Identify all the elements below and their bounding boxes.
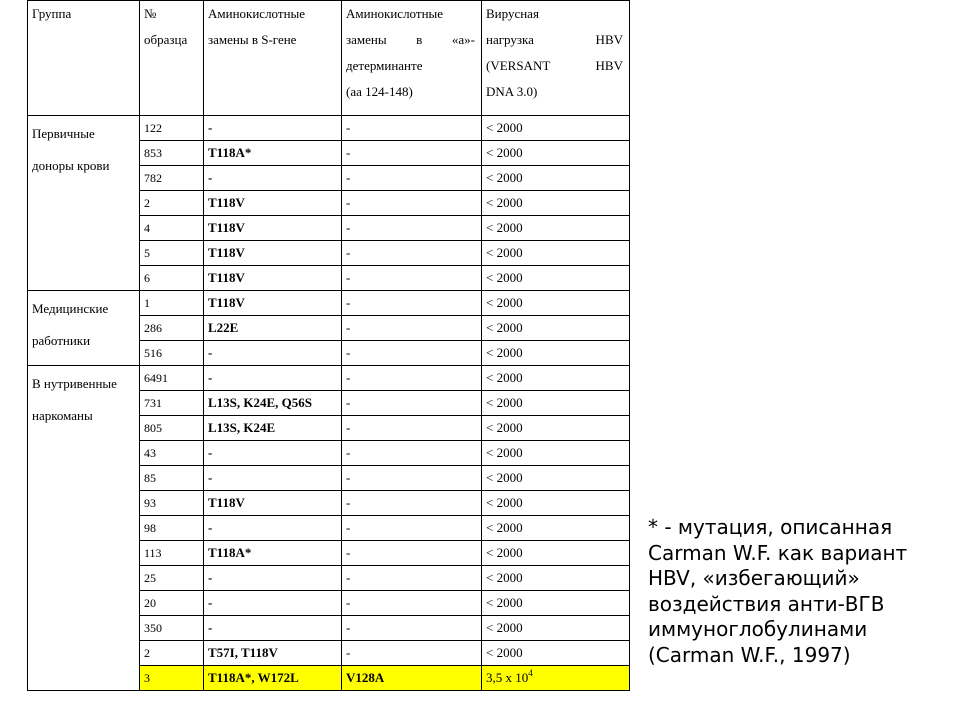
header-sample-line1: № bbox=[144, 6, 157, 21]
sample-cell: 2 bbox=[140, 191, 204, 216]
table-row bbox=[28, 116, 630, 141]
footnote-line1: * - мутация, описанная bbox=[648, 515, 893, 539]
a-det-cell: - bbox=[342, 266, 482, 291]
sample-cell: 2 bbox=[140, 641, 204, 666]
a-det-cell: - bbox=[342, 541, 482, 566]
s-gene-cell: - bbox=[204, 516, 342, 541]
group-label-line2: наркоманы bbox=[32, 408, 93, 423]
load-cell: < 2000 bbox=[482, 241, 630, 266]
s-gene-cell: - bbox=[204, 441, 342, 466]
a-det-cell: - bbox=[342, 641, 482, 666]
load-cell: < 2000 bbox=[482, 316, 630, 341]
sample-cell: 853 bbox=[140, 141, 204, 166]
sample-cell: 113 bbox=[140, 541, 204, 566]
a-det-cell: V128A bbox=[342, 666, 482, 691]
load-cell: < 2000 bbox=[482, 166, 630, 191]
header-viral-load bbox=[482, 1, 630, 116]
s-gene-cell: T118V bbox=[204, 216, 342, 241]
a-det-cell: - bbox=[342, 141, 482, 166]
table-header-row bbox=[28, 1, 630, 116]
s-gene-cell: T118V bbox=[204, 491, 342, 516]
footnote-line2: Carman W.F. как вариант bbox=[648, 540, 908, 565]
sample-cell: 25 bbox=[140, 566, 204, 591]
load-cell: < 2000 bbox=[482, 116, 630, 141]
a-det-cell: - bbox=[342, 366, 482, 391]
header-load-line4: DNA 3.0) bbox=[486, 84, 538, 99]
header-s-gene bbox=[204, 1, 342, 116]
load-cell: < 2000 bbox=[482, 541, 630, 566]
sample-cell: 85 bbox=[140, 466, 204, 491]
sample-cell: 350 bbox=[140, 616, 204, 641]
group-label-line1: Первичные bbox=[32, 126, 95, 141]
sample-cell: 3 bbox=[140, 666, 204, 691]
header-group-text: Группа bbox=[32, 6, 72, 21]
footnote-line4: воздействия анти-ВГВ bbox=[648, 591, 885, 616]
load-cell: < 2000 bbox=[482, 141, 630, 166]
group-cell-iv-drug-users bbox=[28, 366, 140, 691]
load-cell: < 2000 bbox=[482, 266, 630, 291]
s-gene-cell: - bbox=[204, 166, 342, 191]
a-det-cell: - bbox=[342, 491, 482, 516]
s-gene-cell: - bbox=[204, 591, 342, 616]
load-cell: < 2000 bbox=[482, 366, 630, 391]
header-a-det-line1: Аминокислотные bbox=[346, 6, 444, 21]
sample-cell: 5 bbox=[140, 241, 204, 266]
sample-cell: 6 bbox=[140, 266, 204, 291]
footnote-line3: HBV, «избегающий» bbox=[648, 566, 860, 590]
s-gene-cell: T118A*, W172L bbox=[204, 666, 342, 691]
sample-cell: 516 bbox=[140, 341, 204, 366]
a-det-cell: - bbox=[342, 341, 482, 366]
header-a-det-line2: замены в «а»- bbox=[346, 32, 475, 47]
sample-cell: 1 bbox=[140, 291, 204, 316]
s-gene-cell: T118V bbox=[204, 191, 342, 216]
header-a-det-line3: детерминанте bbox=[346, 58, 423, 73]
sample-cell: 805 bbox=[140, 416, 204, 441]
load-cell: < 2000 bbox=[482, 466, 630, 491]
sample-cell: 93 bbox=[140, 491, 204, 516]
s-gene-cell: - bbox=[204, 116, 342, 141]
s-gene-cell: T118V bbox=[204, 266, 342, 291]
header-s-gene-line1: Аминокислотные bbox=[208, 6, 306, 21]
footnote bbox=[648, 515, 948, 668]
load-base: 3,5 x 10 bbox=[486, 670, 529, 685]
a-det-cell: - bbox=[342, 166, 482, 191]
sample-cell: 122 bbox=[140, 116, 204, 141]
header-s-gene-line2: замены в S-гене bbox=[208, 32, 297, 47]
group-cell-medical-workers bbox=[28, 291, 140, 366]
a-det-cell: - bbox=[342, 616, 482, 641]
load-cell: < 2000 bbox=[482, 391, 630, 416]
group-label-line2: работники bbox=[32, 333, 91, 348]
s-gene-cell: - bbox=[204, 366, 342, 391]
s-gene-cell: T118V bbox=[204, 241, 342, 266]
a-det-cell: - bbox=[342, 291, 482, 316]
a-det-cell: - bbox=[342, 191, 482, 216]
s-gene-cell: - bbox=[204, 341, 342, 366]
group-label-line2: доноры крови bbox=[32, 158, 110, 173]
a-det-cell: - bbox=[342, 416, 482, 441]
s-gene-cell: T57I, T118V bbox=[204, 641, 342, 666]
table-row bbox=[28, 291, 630, 316]
s-gene-cell: T118A* bbox=[204, 141, 342, 166]
load-cell: < 2000 bbox=[482, 341, 630, 366]
a-det-cell: - bbox=[342, 516, 482, 541]
sample-cell: 20 bbox=[140, 591, 204, 616]
header-load-line2: нагрузка HBV bbox=[486, 32, 623, 47]
load-cell: < 2000 bbox=[482, 216, 630, 241]
header-load-line3: (VERSANT HBV bbox=[486, 58, 623, 73]
a-det-cell: - bbox=[342, 566, 482, 591]
s-gene-cell: - bbox=[204, 566, 342, 591]
a-det-cell: - bbox=[342, 116, 482, 141]
a-det-cell: - bbox=[342, 441, 482, 466]
header-sample-number bbox=[140, 1, 204, 116]
sample-cell: 6491 bbox=[140, 366, 204, 391]
a-det-cell: - bbox=[342, 391, 482, 416]
group-label-line1: В нутривенные bbox=[32, 376, 117, 391]
sample-cell: 782 bbox=[140, 166, 204, 191]
sample-cell: 43 bbox=[140, 441, 204, 466]
load-cell: < 2000 bbox=[482, 566, 630, 591]
mutation-table-container bbox=[27, 0, 630, 691]
load-cell: < 2000 bbox=[482, 416, 630, 441]
s-gene-cell: T118A* bbox=[204, 541, 342, 566]
sample-cell: 98 bbox=[140, 516, 204, 541]
table-row bbox=[28, 366, 630, 391]
sample-cell: 286 bbox=[140, 316, 204, 341]
a-det-cell: - bbox=[342, 591, 482, 616]
s-gene-cell: - bbox=[204, 616, 342, 641]
load-cell: < 2000 bbox=[482, 491, 630, 516]
a-det-cell: - bbox=[342, 241, 482, 266]
a-det-cell: - bbox=[342, 316, 482, 341]
s-gene-cell: L13S, K24E, Q56S bbox=[204, 391, 342, 416]
group-label-line1: Медицинские bbox=[32, 301, 109, 316]
footnote-line6: (Carman W.F., 1997) bbox=[648, 642, 851, 667]
a-det-cell: - bbox=[342, 466, 482, 491]
load-cell: < 2000 bbox=[482, 441, 630, 466]
header-load-line1: Вирусная bbox=[486, 6, 539, 21]
header-sample-line2: образца bbox=[144, 32, 188, 47]
group-cell-blood-donors bbox=[28, 116, 140, 291]
load-cell: < 2000 bbox=[482, 591, 630, 616]
load-cell: < 2000 bbox=[482, 516, 630, 541]
sample-cell: 4 bbox=[140, 216, 204, 241]
s-gene-cell: - bbox=[204, 466, 342, 491]
load-cell bbox=[482, 666, 630, 691]
load-cell: < 2000 bbox=[482, 191, 630, 216]
sample-cell: 731 bbox=[140, 391, 204, 416]
s-gene-cell: L22E bbox=[204, 316, 342, 341]
load-cell: < 2000 bbox=[482, 291, 630, 316]
a-det-cell: - bbox=[342, 216, 482, 241]
mutation-table bbox=[27, 0, 630, 691]
load-cell: < 2000 bbox=[482, 641, 630, 666]
footnote-line5: иммуноглобулинами bbox=[648, 617, 868, 641]
load-exponent: 4 bbox=[528, 668, 533, 678]
header-a-det-line4: (аа 124-148) bbox=[346, 84, 413, 99]
load-cell: < 2000 bbox=[482, 616, 630, 641]
s-gene-cell: L13S, K24E bbox=[204, 416, 342, 441]
s-gene-cell: T118V bbox=[204, 291, 342, 316]
header-group bbox=[28, 1, 140, 116]
header-a-determinant bbox=[342, 1, 482, 116]
